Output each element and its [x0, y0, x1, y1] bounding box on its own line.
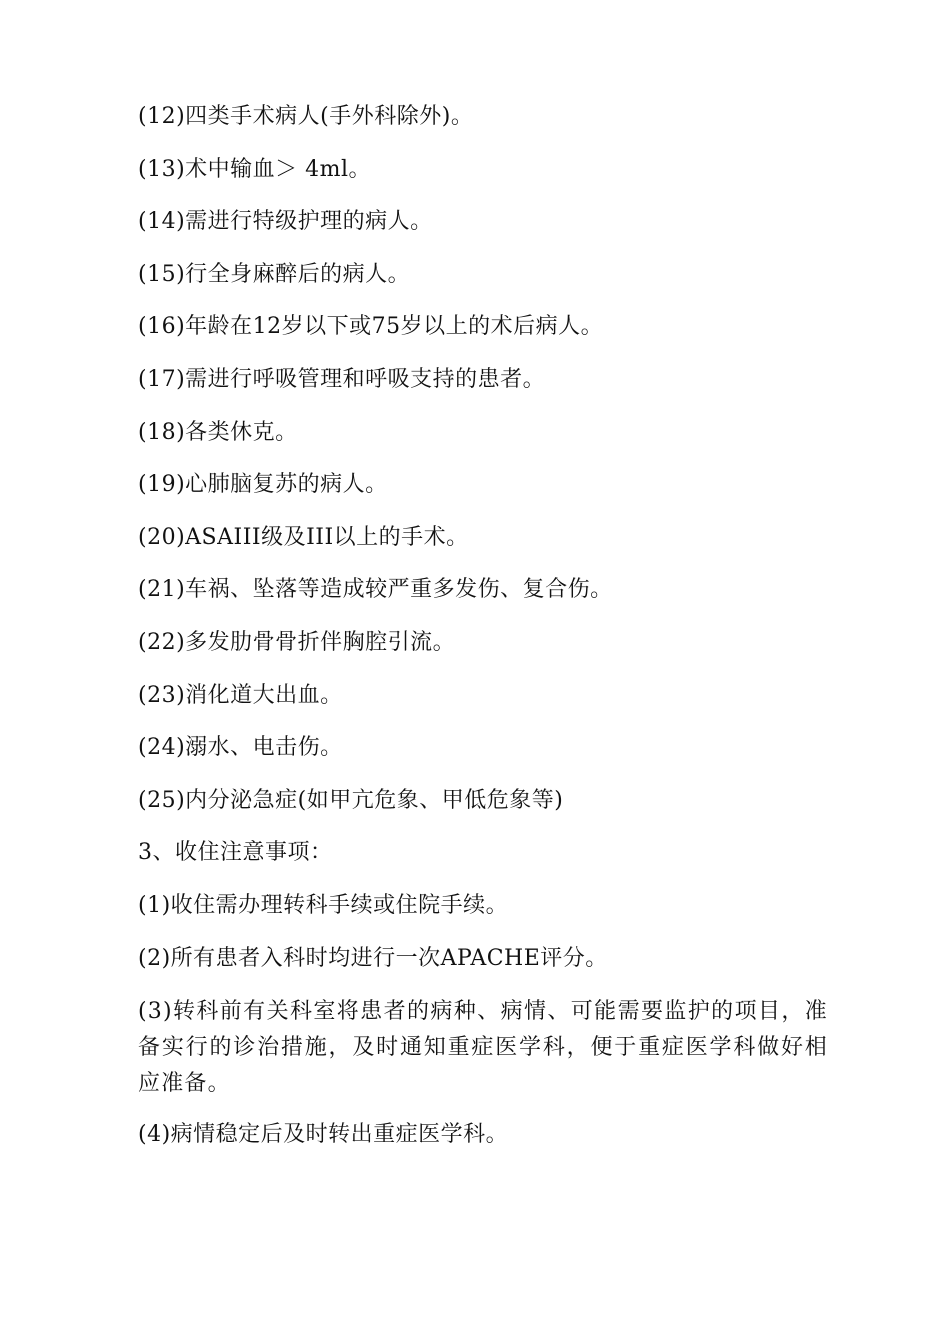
- list-item-16: (16)年龄在12岁以下或75岁以上的术后病人。: [138, 314, 604, 340]
- list-item-13: (13)术中输血＞ 4ml。: [138, 156, 372, 182]
- note-item-3: (3)转科前有关科室将患者的病种、病情、可能需要监护的项目，准备实行的诊治措施，及时通知重症医学科，便于重症医学科做好相应准备。: [138, 999, 828, 1097]
- list-item-14: (14)需进行特级护理的病人。: [138, 209, 433, 235]
- list-item-22: (22)多发肋骨骨折伴胸腔引流。: [138, 629, 456, 655]
- list-item-21: (21)车祸、坠落等造成较严重多发伤、复合伤。: [138, 577, 613, 603]
- list-item-23: (23)消化道大出血。: [138, 682, 343, 708]
- list-item-15: (15)行全身麻醉后的病人。: [138, 261, 411, 287]
- document-body: [138, 100, 828, 1171]
- note-item-2: (2)所有患者入科时均进行一次APACHE评分。: [138, 945, 608, 971]
- note-item-4: (4)病情稳定后及时转出重症医学科。: [138, 1122, 509, 1148]
- list-item-24: (24)溺水、电击伤。: [138, 735, 343, 761]
- note-item-1: (1)收住需办理转科手续或住院手续。: [138, 892, 509, 918]
- list-item-12: (12)四类手术病人(手外科除外)。: [138, 104, 474, 129]
- list-item-19: (19)心肺脑复苏的病人。: [138, 472, 388, 498]
- list-item-20: (20)ASAIII级及III以上的手术。: [138, 524, 469, 550]
- list-item-18: (18)各类休克。: [138, 419, 298, 445]
- list-item-25: (25)内分泌急症(如甲亢危象、甲低危象等): [138, 787, 564, 813]
- list-item-17: (17)需进行呼吸管理和呼吸支持的患者。: [138, 366, 546, 392]
- section-heading: 3、收住注意事项：: [138, 840, 333, 866]
